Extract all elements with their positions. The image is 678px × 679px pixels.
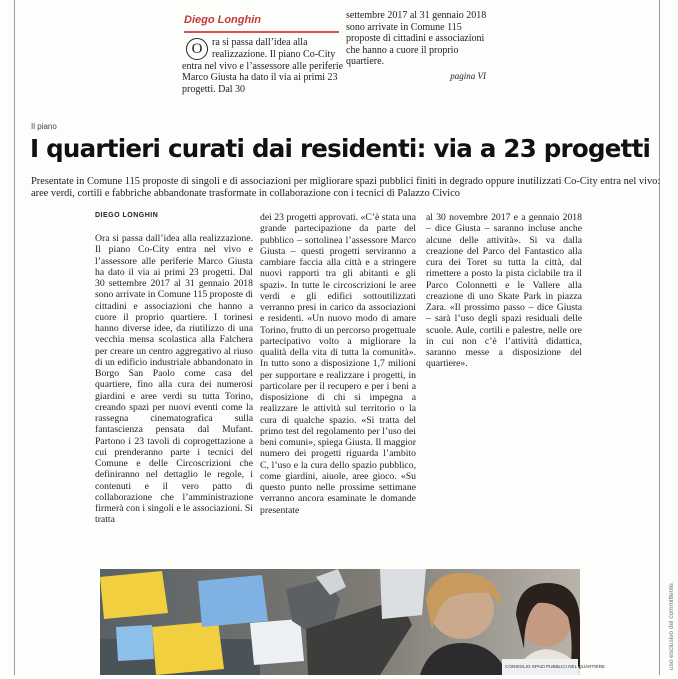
teaser-dropcap: O: [186, 38, 208, 60]
article-column-3: al 30 novembre 2017 e a gennaio 2018 – dice Giusta – saranno incluse anche alcune delle attività». Si va dalla creazione del Parco del Fantastico alla cura dei Toret su tutta la città, dal rimettere a posto la pista ciclabile tra il Parco Colonnetti e le Vallere alla creazione di uno Skate Park in piazza Zara. «Il prossimo passo – dice Giusta – sarà l’uso degli spazi residuali delle scuole. Aule, cortili e palestre, nelle ore in cui non c’è l’attività didattica, saranno messe a disposizione del quartiere».: [426, 212, 582, 370]
page-frame-left: [14, 0, 15, 675]
photo-caption-card-text: CONSIGLIO SPAZI PUBBLICI NEL QUARTIERE: [505, 664, 605, 669]
article-photo: [100, 569, 605, 675]
teaser-column-1: [182, 37, 344, 96]
subheadline: Presentate in Comune 115 proposte di singoli e di associazioni per migliorare spazi pubblici finiti in degrado oppure inutilizzati Co-City entra nel vivo: aree verdi, cortili e fabbriche abbandonate trasformate in collaborazione con i tecnici di Palazzo Civico: [31, 176, 661, 200]
sticky-note-blue-1: [198, 575, 268, 627]
teaser-column-2: [346, 10, 496, 68]
teaser-author: Diego Longhin: [184, 14, 261, 26]
side-note-vertical: [664, 560, 676, 670]
section-kicker: Il piano: [31, 122, 57, 131]
headline: I quartieri curati dai residenti: via a 23 progetti: [30, 134, 651, 163]
article-column-2: dei 23 progetti approvati. «C’è stata una grande partecipazione da parte del pubblico – sottolinea l’assessore Marco Giusta – questi progetti serviranno a cambiare faccia alla città e a stringere nuovi rapporti tra gli abitanti e gli spazi». In tutte le circoscrizioni le aree verdi e gli edifici sottoutilizzati verranno presi in carico da associazioni e residenti. «Un nuovo modo di amare Torino, frutto di un percorso progettuale partecipativo volto a migliorare la qualità della vita di tutta la comunità». In tutto sono a disposizione 1,7 milioni per supportare e realizzare i progetti, in particolare per il recupero e per i beni a disposizione di chi si impegna a realizzare le attività sul territorio o la cura di qualche spazio. «Si tratta del primo test del regolamento per l’uso dei beni comuni», spiega Giusta. Il maggior numero dei progetti riguarda l’ambito C, l’uso e la cura dello spazio pubblico, come giardini, aiuole, aree gioco. «Su questo punto nelle prossime settimane verranno ancora esaminate le domande presentate: [260, 212, 416, 516]
side-note-text: uso esclusivo del committente.: [668, 581, 675, 670]
teaser-text-1: ra si passa dall’idea alla realizzazione. Il piano Co-City entra nel vivo e l’assessore alle periferie Marco Giusta ha dato il via ai primi 23 progetti. Dal 30: [182, 37, 344, 96]
teaser-author-rule: [184, 31, 339, 33]
byline: DIEGO LONGHIN: [95, 212, 159, 219]
article-column-1: Ora si passa dall’idea alla realizzazione. Il piano Co-City entra nel vivo e l’assessore alle periferie Marco Giusta ha dato il via ai primi 23 progetti. Dal 30 settembre 2017 al 31 gennaio 2018 sono arrivate in Comune 115 proposte di cittadini e associazioni che hanno a cuore il proprio quartiere. I torinesi hanno diverse idee, da riutilizzo di una vecchia mensa scolastica alla Falchera per creare un centro aggregativo al riuso di un edificio industriale abbandonato in Borgo San Paolo come casa del quartiere, fino alla cura dei numerosi giardini e aree verdi su tutta Torino, creando spazi per nuovi eventi come la rassegna cinematografica sulla fantascienza pensata dal Mufant. Partono i 23 tavoli di coprogettazione a cui prenderanno parte i tecnici del Comune e delle Circoscrizioni che definiranno nel dettaglio le regole, i contenuti e il vero patto di collaborazione che l’amministrazione firmerà con i singoli e le associazioni. Si tratta: [95, 233, 253, 526]
sticky-note-yellow-1: [100, 571, 168, 619]
teaser-page-ref: pagina VI: [450, 71, 486, 81]
sticky-note-yellow-2: [152, 621, 224, 675]
teaser-text-2: settembre 2017 al 31 gennaio 2018 sono arrivate in Comune 115 proposte di cittadini e associazioni che hanno a cuore il proprio quartiere.: [346, 10, 487, 68]
teaser-box: [178, 8, 496, 108]
photo-illustration: [100, 569, 605, 675]
sticky-note-blue-2: [116, 625, 154, 661]
sticky-note-white: [250, 619, 304, 665]
page-frame-right: [659, 0, 660, 675]
sticky-note-light: [380, 569, 426, 619]
